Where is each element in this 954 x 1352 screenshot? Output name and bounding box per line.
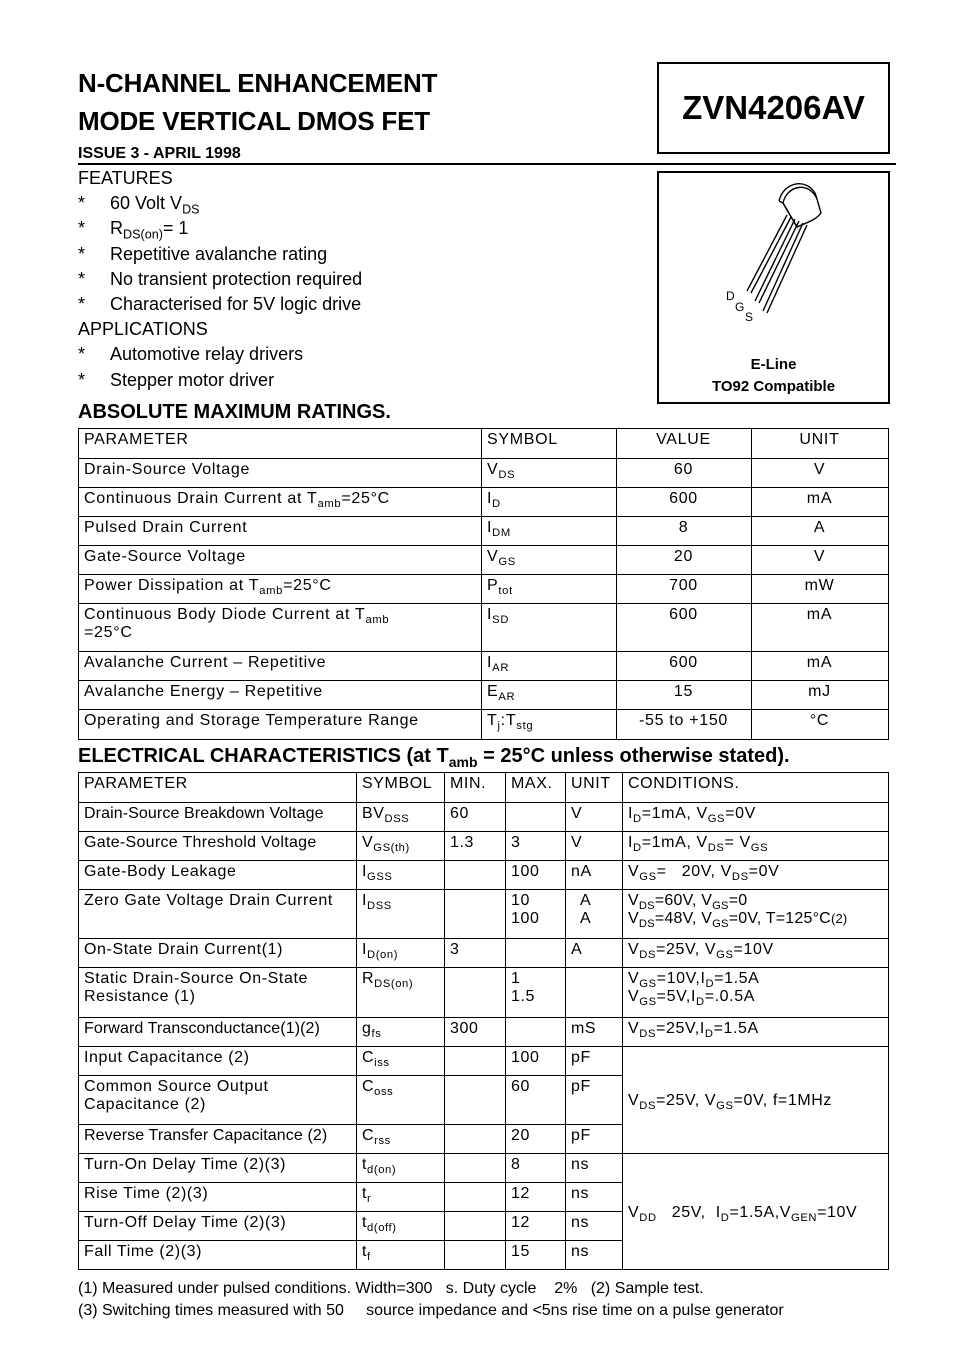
- pin-label-g: G: [735, 300, 745, 314]
- table-row: Operating and Storage Temperature Range $T_j:T_{stg}$ -55 to +150 °C: [79, 710, 889, 740]
- page-title: [78, 64, 437, 140]
- electrical-heading: ELECTRICAL CHARACTERISTICS (at $T_{amb} = 25^\circ C$ unless otherwise stated).: [78, 745, 790, 770]
- col-header-parameter: PARAMETER: [79, 773, 357, 803]
- footnotes: [78, 1278, 784, 1322]
- col-header-unit: UNIT: [566, 773, 623, 803]
- pin-label-d: D: [726, 289, 735, 303]
- table-row: Turn-Off Delay Time (2)(3) $t_{d(off)}$ 12 ns: [79, 1212, 889, 1241]
- table-row: Avalanche Current – Repetitive $I_{AR}$ 600 mA: [79, 652, 889, 681]
- feature-item: * $R_{DS(on)}= 1$: [78, 218, 189, 242]
- col-header-symbol: SYMBOL: [482, 429, 617, 459]
- part-number-box: [657, 62, 890, 154]
- table-row: Pulsed Drain Current $I_{DM}$ 8 A: [79, 517, 889, 546]
- table-row: Fall Time (2)(3) $t_f$ 15 ns: [79, 1241, 889, 1270]
- table-row: Continuous Body Diode Current at $T_{amb}$ =25°C $I_{SD}$ 600 mA: [79, 604, 889, 652]
- package-caption-line-1: E-Line: [750, 356, 797, 373]
- col-header-conditions: CONDITIONS.: [623, 773, 889, 803]
- table-row: Gate-Source Threshold Voltage $V_{GS(th)}$ 1.3 3 V $I_D=1mA$, $V_{DS}= V_{GS}$: [79, 832, 889, 861]
- col-header-unit: UNIT: [752, 429, 889, 459]
- applications-heading: APPLICATIONS: [78, 319, 208, 340]
- feature-item: * Repetitive avalanche rating: [78, 243, 328, 264]
- col-header-max: MAX.: [506, 773, 566, 803]
- table-row: Rise Time (2)(3) $t_r$ 12 ns: [79, 1183, 889, 1212]
- table-row: Gate-Source Voltage $V_{GS}$ 20 V: [79, 546, 889, 575]
- to92-package-icon: [659, 173, 888, 333]
- col-header-min: MIN.: [445, 773, 506, 803]
- table-row: Power Dissipation at $T_{amb}=25^\circ C$ $P_{tot}$ 700 mW: [79, 575, 889, 604]
- table-row: On-State Drain Current(1) $I_{D(on)}$ 3 A $V_{DS}=25V$, $V_{GS}=10V$: [79, 939, 889, 968]
- abs-max-table: [78, 428, 889, 740]
- table-row: Turn-On Delay Time (2)(3) $t_{d(on)}$ 8 ns $V_{DD}$ 25V, $I_D=1.5A,V_{GEN}=10V$: [79, 1154, 889, 1183]
- table-row: Gate-Body Leakage $I_{GSS}$ 100 nA $V_{GS}= 20V$, $V_{DS}=0V$: [79, 861, 889, 890]
- feature-item: * No transient protection required: [78, 268, 363, 289]
- table-row: Continuous Drain Current at $T_{amb}=25^\circ C$ $I_D$ 600 mA: [79, 488, 889, 517]
- footnote-line-2: (3) Switching times measured with 50 source impedance and <5ns rise time on a pulse generator: [78, 1302, 784, 1319]
- application-item: * Automotive relay drivers: [78, 344, 304, 365]
- table-row: Drain-Source Voltage $V_{DS}$ 60 V: [79, 459, 889, 488]
- title-line-1: N-CHANNEL ENHANCEMENT: [78, 68, 438, 98]
- col-header-symbol: SYMBOL: [357, 773, 445, 803]
- feature-item: * Characterised for 5V logic drive: [78, 294, 362, 315]
- table-header-row: [79, 773, 889, 803]
- table-row: Forward Transconductance(1)(2) $g_{fs}$ 300 mS $V_{DS}=25V,I_D=1.5A$: [79, 1018, 889, 1047]
- col-header-parameter: PARAMETER: [79, 429, 482, 459]
- features-heading: FEATURES: [78, 168, 173, 188]
- table-row: Common Source Output Capacitance (2) $C_{oss}$ 60 pF: [79, 1076, 889, 1125]
- table-row: Avalanche Energy – Repetitive $E_{AR}$ 15 mJ: [79, 681, 889, 710]
- table-row: Input Capacitance (2) $C_{iss}$ 100 pF $V_{DS}=25V$, $V_{GS}=0V$, f=1MHz: [79, 1047, 889, 1076]
- issue-date: ISSUE 3 - APRIL 1998: [78, 145, 241, 162]
- table-header-row: [79, 429, 889, 459]
- table-row: Drain-Source Breakdown Voltage $BV_{DSS}$ 60 V $I_D=1mA$, $V_{GS}=0V$: [79, 803, 889, 832]
- title-line-2: MODE VERTICAL DMOS FET: [78, 106, 430, 136]
- footnote-line-1: (1) Measured under pulsed conditions. Width=300 s. Duty cycle 2% (2) Sample test.: [78, 1280, 704, 1297]
- part-number: ZVN4206AV: [682, 89, 865, 126]
- table-row: Reverse Transfer Capacitance (2) $C_{rss}$ 20 pF: [79, 1125, 889, 1154]
- pin-label-s: S: [745, 310, 754, 324]
- package-box: [657, 171, 890, 404]
- feature-item: * 60 Volt $V_{DS}$: [78, 193, 200, 217]
- table-row: Static Drain-Source On-State Resistance (1) $R_{DS(on)}$ 1 1.5 $V_{GS}=10V,I_D=1.5A$ $V_{GS}=5V,I_D=.0.5A$: [79, 968, 889, 1018]
- col-header-value: VALUE: [617, 429, 752, 459]
- features-section: [78, 166, 362, 393]
- package-caption-line-2: TO92 Compatible: [711, 378, 836, 395]
- electrical-table: [78, 772, 889, 1270]
- table-row: Zero Gate Voltage Drain Current $I_{DSS}$ 10 100 A A $V_{DS}=60V$, $V_{GS}=0$ $V_{DS}=48V$, $V_{GS}=0V$, T=125°C(2): [79, 890, 889, 939]
- application-item: * Stepper motor driver: [78, 369, 275, 390]
- abs-max-heading: ABSOLUTE MAXIMUM RATINGS.: [78, 401, 391, 423]
- header-divider: [78, 163, 896, 165]
